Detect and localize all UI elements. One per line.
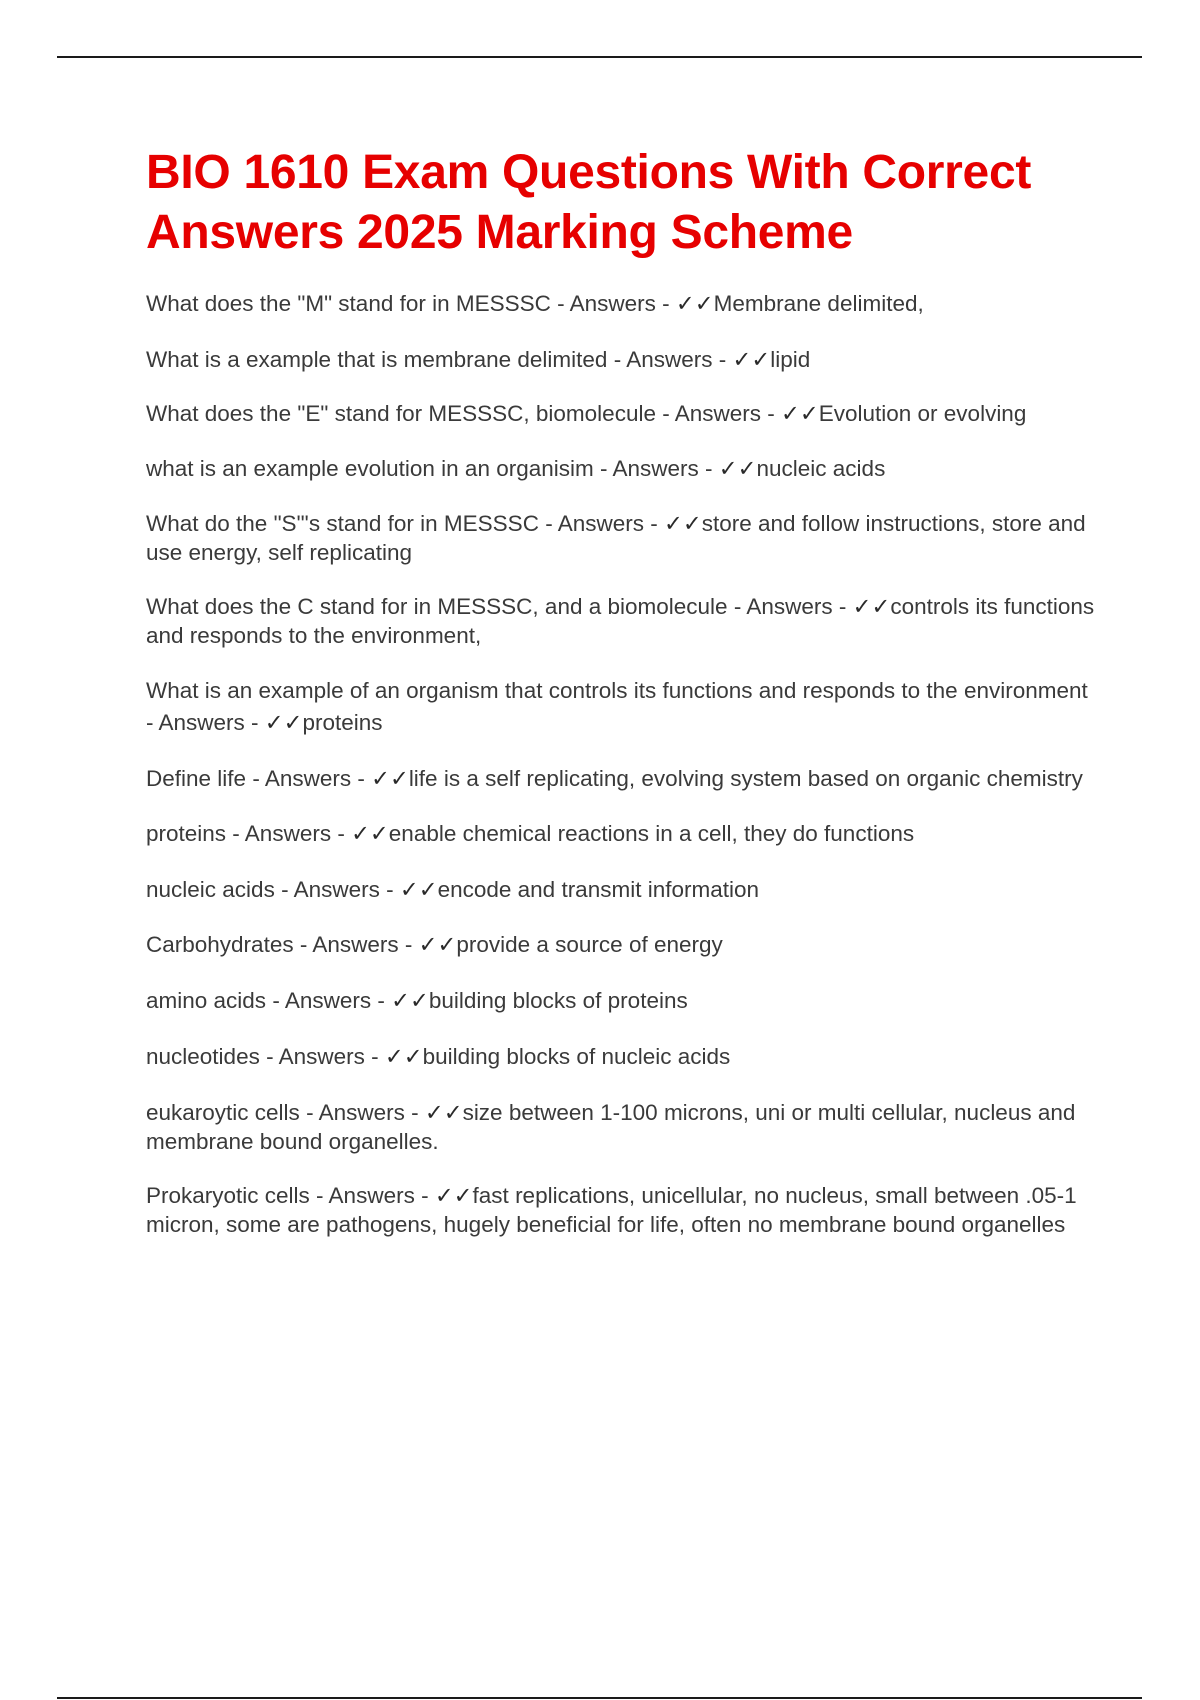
answers-separator: - Answers - [266, 988, 392, 1013]
question: Carbohydrates [146, 932, 294, 957]
qa-item [146, 1098, 1096, 1156]
double-check-icon: ✓✓ [351, 821, 389, 846]
qa-item [146, 454, 1096, 483]
qa-item [146, 345, 1096, 374]
answers-separator: - Answers - [293, 932, 419, 957]
question: what is an example evolution in an organisim [146, 456, 594, 481]
answer: proteins [302, 710, 383, 735]
qa-item [146, 592, 1096, 650]
answer: controls its functions and responds to the environment, [146, 594, 1095, 648]
double-check-icon: ✓✓ [781, 401, 819, 426]
qa-list [146, 289, 1096, 1239]
answers-separator: - Answers - [299, 1100, 425, 1125]
qa-item [146, 986, 1096, 1015]
double-check-icon: ✓✓ [371, 766, 409, 791]
question: amino acids [146, 988, 267, 1013]
answer: life is a self replicating, evolving system based on organic chemistry [408, 766, 1083, 791]
answer: building blocks of nucleic acids [422, 1044, 731, 1069]
answers-separator: - Answers - [538, 511, 664, 536]
answer: provide a source of energy [456, 932, 723, 957]
qa-item [146, 1042, 1096, 1071]
question: Define life [146, 766, 247, 791]
double-check-icon: ✓✓ [663, 511, 702, 536]
answers-separator: - Answers - [607, 347, 733, 372]
answers-separator: - Answers - [727, 594, 853, 619]
question: What does the C stand for in MESSSC, and a biomolecule [146, 594, 728, 619]
answers-separator: - Answers - [593, 456, 719, 481]
question: What does the "E" stand for MESSSC, biomolecule [146, 401, 656, 426]
answer: Evolution or evolving [818, 401, 1027, 426]
question: What is an example of an organism that controls its functions and responds to the environment [146, 678, 1088, 703]
double-check-icon: ✓✓ [418, 932, 457, 957]
double-check-icon: ✓✓ [732, 347, 771, 372]
double-check-icon: ✓✓ [399, 877, 438, 902]
answers-separator: - Answers - [274, 877, 400, 902]
double-check-icon: ✓✓ [384, 1044, 423, 1069]
question: Prokaryotic cells [146, 1183, 310, 1208]
qa-item [146, 764, 1096, 793]
double-check-icon: ✓✓ [434, 1183, 473, 1208]
question: nucleic acids [146, 877, 275, 902]
answers-separator: - Answers - [655, 401, 781, 426]
question: What do the "S"'s stand for in MESSSC [146, 511, 539, 536]
bottom-rule [57, 1697, 1142, 1699]
answer: encode and transmit information [437, 877, 760, 902]
answer: fast replications, unicellular, no nucleus, small between .05-1 micron, some are pathogens, hugely beneficial for life, often no membrane bound organelles [146, 1183, 1077, 1237]
qa-item [146, 875, 1096, 904]
double-check-icon: ✓✓ [852, 594, 891, 619]
question: What is a example that is membrane delimited [146, 347, 608, 372]
qa-item [146, 289, 1096, 318]
qa-item [146, 509, 1096, 567]
answers-separator: - Answers - [146, 710, 265, 735]
answers-separator: - Answers - [259, 1044, 385, 1069]
double-check-icon: ✓✓ [391, 988, 429, 1013]
double-check-icon: ✓✓ [718, 456, 757, 481]
answers-separator: - Answers - [226, 821, 352, 846]
double-check-icon: ✓✓ [675, 291, 714, 316]
answer: lipid [770, 347, 811, 372]
answer: enable chemical reactions in a cell, they do functions [388, 821, 915, 846]
answers-separator: - Answers - [309, 1183, 435, 1208]
qa-item [146, 819, 1096, 848]
answer: nucleic acids [756, 456, 886, 481]
double-check-icon: ✓✓ [264, 710, 303, 735]
answers-separator: - Answers - [246, 766, 372, 791]
qa-item [146, 399, 1096, 428]
answers-separator: - Answers - [550, 291, 676, 316]
answer: Membrane delimited, [713, 291, 924, 316]
qa-item [146, 930, 1096, 959]
answer: store and follow instructions, store and use energy, self replicating [146, 511, 1086, 565]
answer: building blocks of proteins [428, 988, 688, 1013]
answer: size between 1-100 microns, uni or multi cellular, nucleus and membrane bound organelles. [146, 1100, 1076, 1154]
question: nucleotides [146, 1044, 260, 1069]
qa-item [146, 675, 1096, 739]
document-title: BIO 1610 Exam Questions With Correct Answers 2025 Marking Scheme [146, 146, 1032, 259]
qa-item [146, 1181, 1096, 1239]
question: What does the "M" stand for in MESSSC [146, 291, 551, 316]
document-body [146, 143, 1096, 1239]
double-check-icon: ✓✓ [424, 1100, 463, 1125]
question: proteins [146, 821, 227, 846]
question: eukaroytic cells [146, 1100, 300, 1125]
top-rule [57, 56, 1142, 58]
